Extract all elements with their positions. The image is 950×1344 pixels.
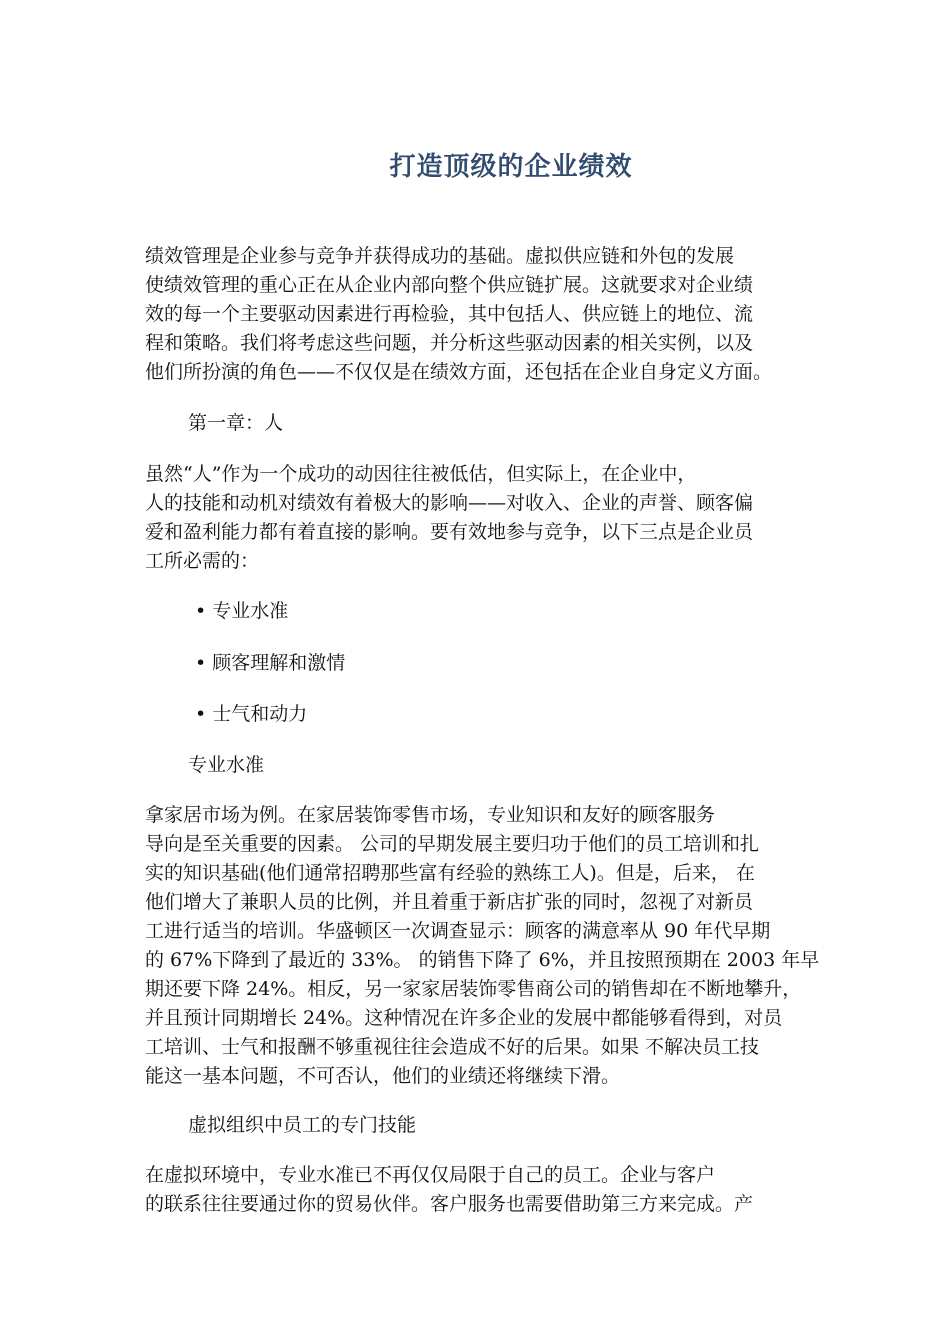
section-heading: 专业水准: [188, 754, 265, 776]
professional-line: 拿家居市场为例。在家居装饰零售市场，专业知识和友好的顾客服务: [145, 804, 716, 826]
intro-line: 效的每一个主要驱动因素进行再检验，其中包括人、供应链上的地位、流: [145, 303, 754, 325]
professional-line: 实的知识基础(他们通常招聘那些富有经验的熟练工人)。但是，后来， 在: [145, 862, 755, 884]
intro-line: 程和策略。我们将考虑这些问题，并分析这些驱动因素的相关实例，以及: [145, 332, 754, 354]
professional-line: 他们增大了兼职人员的比例，并且着重于新店扩张的同时，忽视了对新员: [145, 891, 754, 913]
professional-line: 并且预计同期增长 24%。这种情况在许多企业的发展中都能够看得到，对员: [145, 1007, 783, 1029]
intro-line: 绩效管理是企业参与竞争并获得成功的基础。虚拟供应链和外包的发展: [145, 245, 735, 267]
people-line: 工所必需的：: [145, 550, 260, 572]
virtual-paragraph: [145, 1161, 865, 1219]
intro-paragraph: [145, 242, 865, 387]
bullet-item: [195, 597, 288, 626]
bullet-item: [195, 700, 307, 729]
intro-line: 他们所扮演的角色——不仅仅是在绩效方面，还包括在企业自身定义方面。: [145, 361, 773, 383]
bullet-item: [195, 649, 345, 678]
section-heading: 虚拟组织中员工的专门技能: [188, 1114, 417, 1136]
bullet-dot: •: [195, 652, 207, 674]
people-line: 虽然“人”作为一个成功的动因往往被低估，但实际上，在企业中，: [145, 463, 697, 485]
bullet-dot: •: [195, 600, 207, 622]
virtual-line: 在虚拟环境中，专业水准已不再仅仅局限于自己的员工。企业与客户: [145, 1164, 716, 1186]
bullet-label: 士气和动力: [212, 703, 308, 725]
professional-line: 的 67%下降到了最近的 33%。 的销售下降了 6%，并且按照预期在 2003 年早: [145, 949, 820, 971]
chapter-heading: 第一章：人: [188, 412, 284, 434]
intro-line: 使绩效管理的重心正在从企业内部向整个供应链扩展。这就要求对企业绩: [145, 274, 754, 296]
people-line: 人的技能和动机对绩效有着极大的影响——对收入、企业的声誉、顾客偏: [145, 492, 754, 514]
document-title: 打造顶级的企业绩效: [389, 152, 633, 182]
people-line: 爱和盈利能力都有着直接的影响。要有效地参与竞争，以下三点是企业员: [145, 521, 754, 543]
professional-paragraph: [145, 801, 865, 1091]
professional-line: 工培训、士气和报酬不够重视往往会造成不好的后果。如果 不解决员工技: [145, 1036, 760, 1058]
bullet-dot: •: [195, 703, 207, 725]
virtual-line: 的联系往往要通过你的贸易伙伴。客户服务也需要借助第三方来完成。产: [145, 1193, 754, 1215]
professional-line: 导向是至关重要的因素。 公司的早期发展主要归功于他们的员工培训和扎: [145, 833, 760, 855]
people-paragraph: [145, 460, 865, 576]
bullet-label: 顾客理解和激情: [212, 652, 346, 674]
professional-line: 工进行适当的培训。华盛顿区一次调查显示：顾客的满意率从 90 年代早期: [145, 920, 771, 942]
professional-line: 能这一基本问题，不可否认，他们的业绩还将继续下滑。: [145, 1065, 621, 1087]
bullet-label: 专业水准: [212, 600, 289, 622]
professional-line: 期还要下降 24%。相反，另一家家居装饰零售商公司的销售却在不断地攀升，: [145, 978, 802, 1000]
